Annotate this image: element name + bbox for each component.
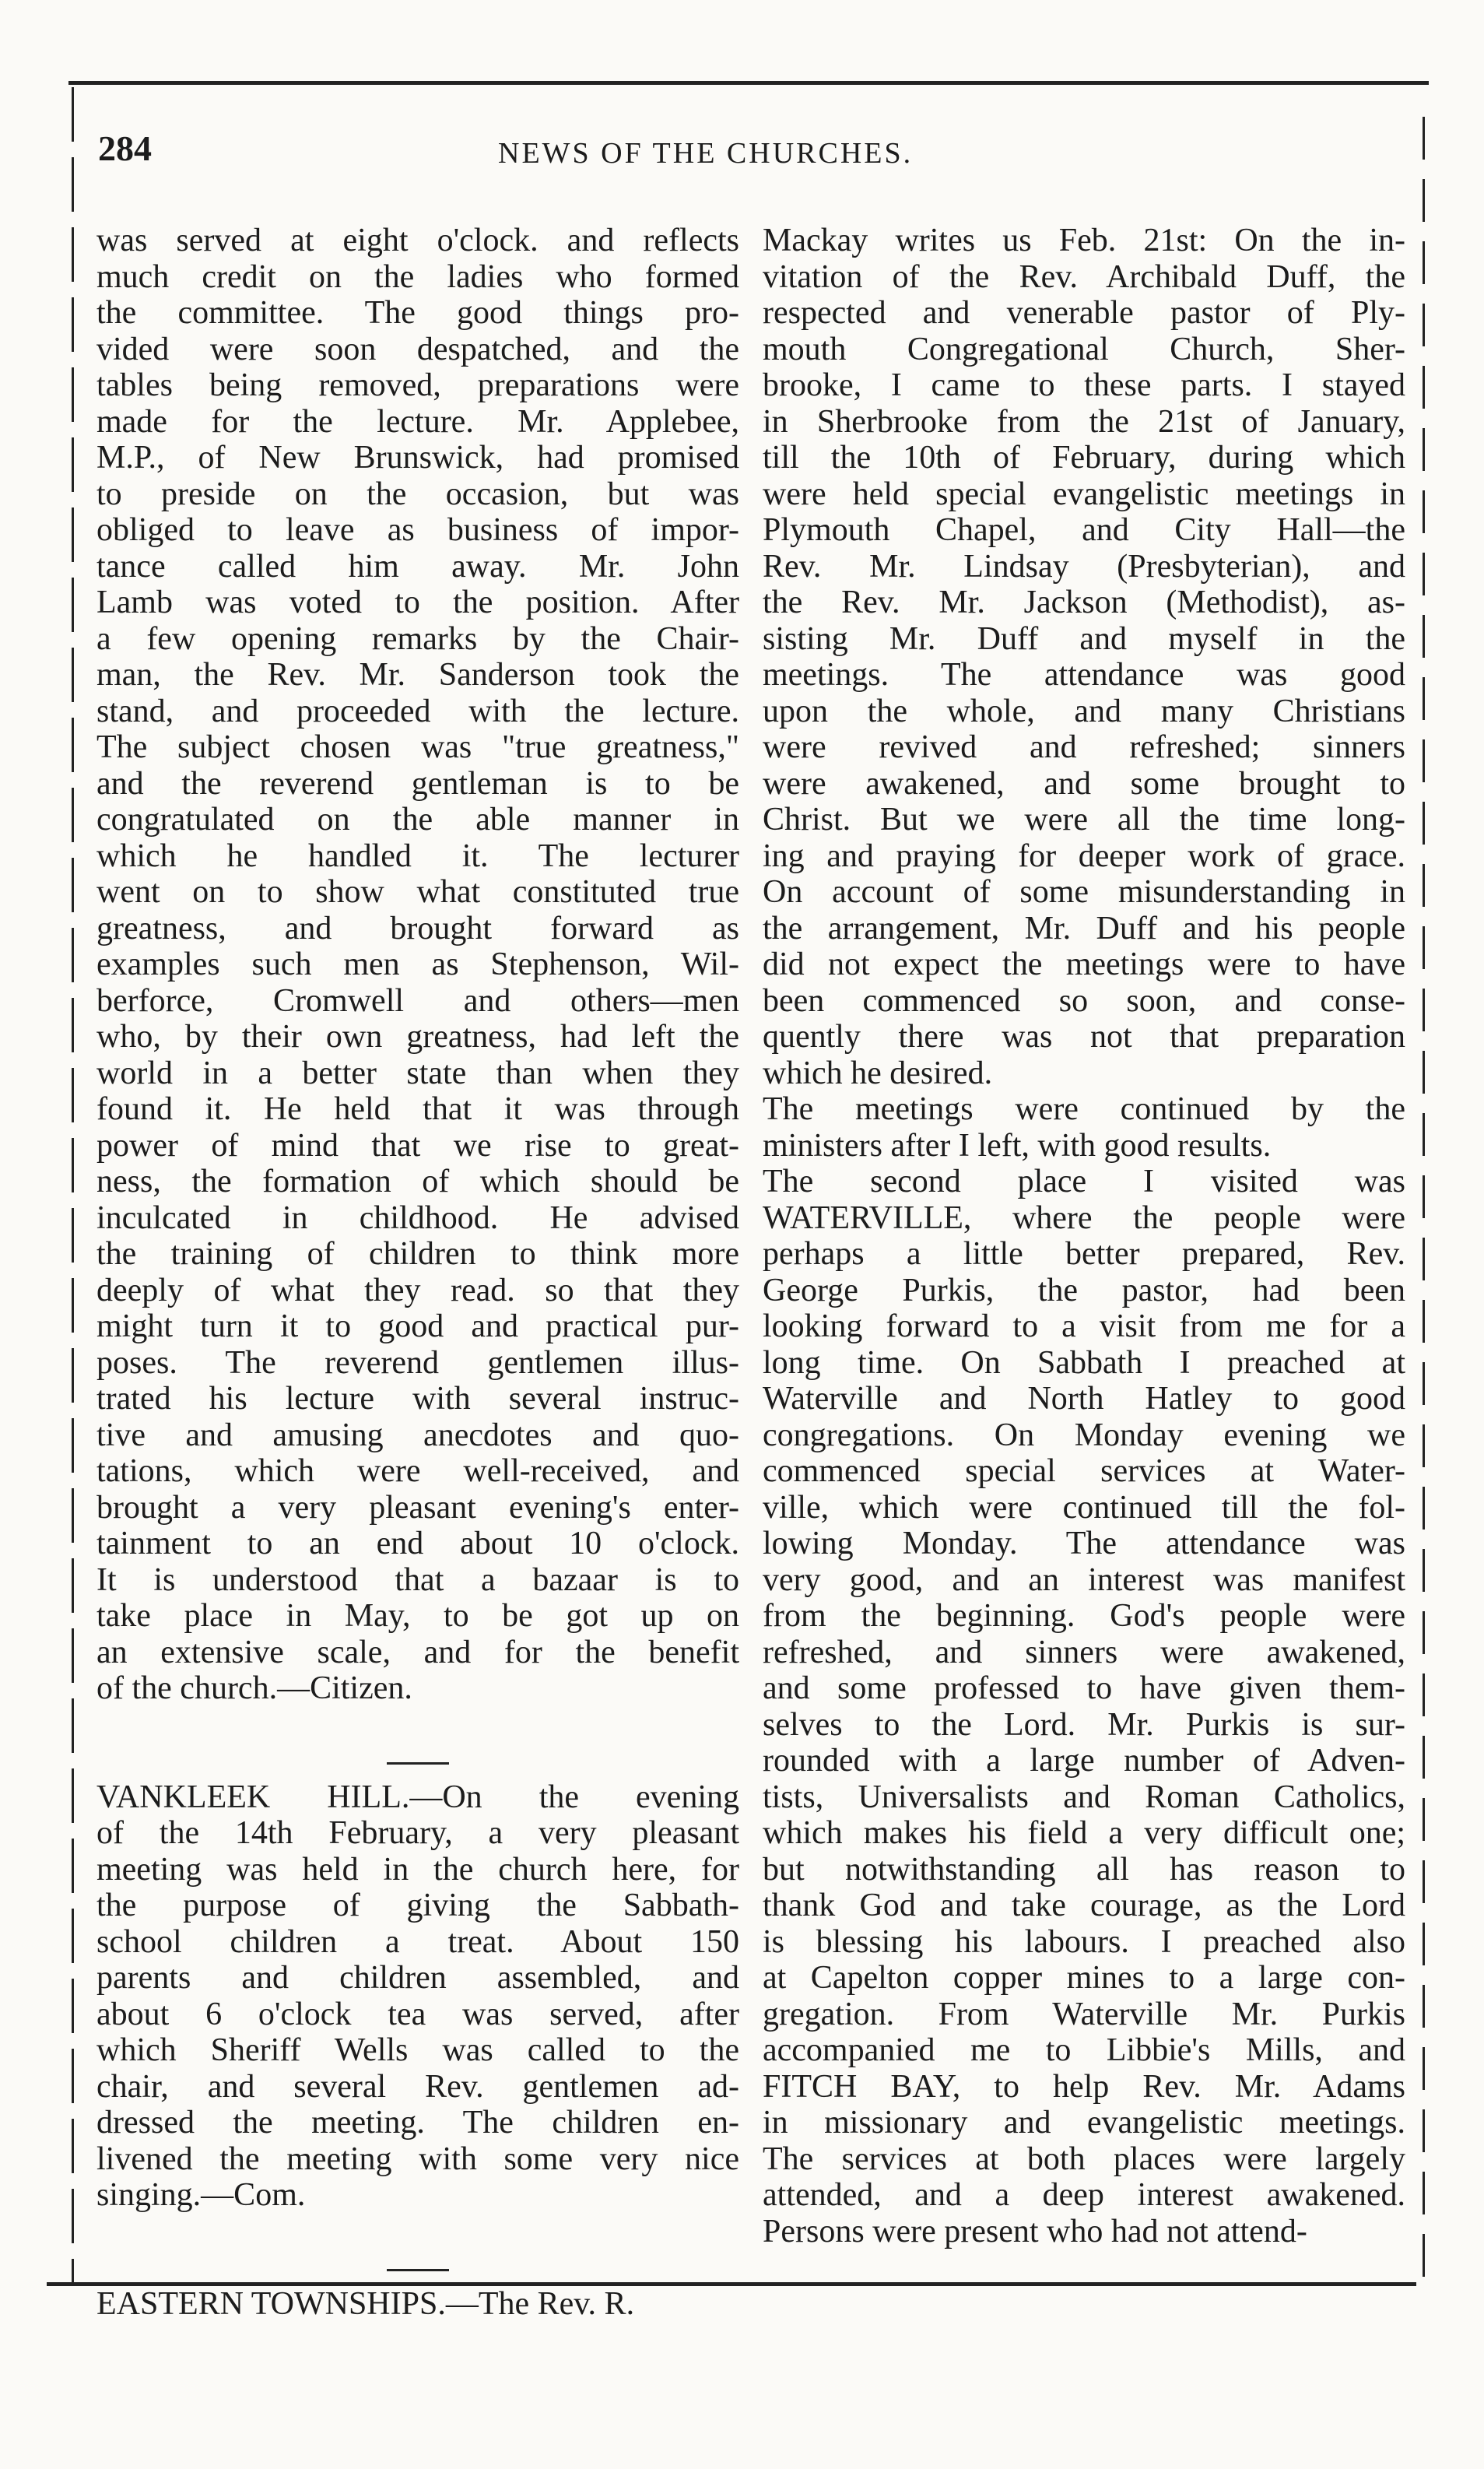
text-line: to preside on the occasion, but was [96,476,739,512]
text-line: which makes his field a very difficult one; [763,1815,1405,1851]
text-line: which he handled it. The lecturer [96,838,739,874]
text-line: congregations. On Monday evening we [763,1417,1405,1453]
text-line: accompanied me to Libbie's Mills, and [763,2032,1405,2068]
text-line: EASTERN TOWNSHIPS.—The Rev. R. [96,2285,635,2322]
text-line: meetings. The attendance was good [763,657,1405,693]
text-line: take place in May, to be got up on [96,1598,739,1634]
text-line: the training of children to think more [96,1236,739,1272]
text-line: The subject chosen was "true greatness," [96,729,739,765]
text-line: stand, and proceeded with the lecture. [96,693,739,729]
text-line: which Sheriff Wells was called to the [96,2032,739,2068]
text-line: power of mind that we rise to great- [96,1127,739,1164]
section-separator [96,1743,739,1779]
text-line: WATERVILLE, where the people were [763,1199,1405,1236]
text-line: meeting was held in the church here, for [96,1851,739,1888]
text-line: very good, and an interest was manifest [763,1561,1405,1598]
text-line: long time. On Sabbath I preached at [763,1344,1405,1381]
text-line: vided were soon despatched, and the [96,331,739,367]
text-line: Lamb was voted to the position. After [96,585,739,620]
text-line: a few opening remarks by the Chair- [96,620,739,657]
page-number: 284 [98,128,152,168]
text-line: sisting Mr. Duff and myself in the [763,620,1405,657]
text-line: rounded with a large number of Adven- [763,1743,1405,1779]
text-line: The second place I visited was [763,1164,1405,1199]
text-line: mouth Congregational Church, Sher- [763,331,1405,367]
text-line: made for the lecture. Mr. Applebee, [96,403,739,440]
text-line: perhaps a little better prepared, Rev. [763,1236,1405,1272]
text-line: Waterville and North Hatley to good [763,1381,1405,1417]
text-line: were held special evangelistic meetings in [763,476,1405,512]
left-column [96,223,739,2322]
text-line: the purpose of giving the Sabbath- [96,1888,739,1923]
text-line: M.P., of New Brunswick, had promised [96,440,739,476]
text-line: tists, Universalists and Roman Catholics, [763,1779,1405,1815]
text-line: berforce, Cromwell and others—men [96,982,739,1019]
text-line: at Capelton copper mines to a large con- [763,1960,1405,1996]
text-line: world in a better state than when they [96,1055,739,1091]
text-line: tations, which were well-received, and [96,1453,739,1489]
text-line: obliged to leave as business of impor- [96,512,739,548]
text-line: The services at both places were largely [763,2141,1405,2177]
text-line: of the 14th February, a very pleasant [96,1815,739,1851]
text-line: chair, and several Rev. gentlemen ad- [96,2068,739,2105]
text-line: in missionary and evangelistic meetings. [763,2105,1405,2141]
text-line: went on to show what constituted true [96,874,739,910]
text-line: singing.—Com. [96,2177,306,2213]
text-line: quently there was not that preparation [763,1019,1405,1055]
text-line: ness, the formation of which should be [96,1164,739,1199]
text-line: FITCH BAY, to help Rev. Mr. Adams [763,2068,1405,2105]
text-line: who, by their own greatness, had left the [96,1019,739,1055]
text-line: examples such men as Stephenson, Wil- [96,947,739,982]
text-line: VANKLEEK HILL.—On the evening [96,1779,739,1815]
text-line: and some professed to have given them- [763,1670,1405,1706]
text-line: trated his lecture with several instruc- [96,1381,739,1417]
text-line: an extensive scale, and for the benefit [96,1634,739,1670]
text-line: might turn it to good and practical pur- [96,1308,739,1344]
text-line: On account of some misunderstanding in [763,874,1405,910]
top-rule [68,81,1429,85]
text-line: been commenced so soon, and conse- [763,982,1405,1019]
text-line: tables being removed, preparations were [96,367,739,403]
text-line: thank God and take courage, as the Lord [763,1888,1405,1923]
text-line: Mackay writes us Feb. 21st: On the in- [763,223,1405,258]
text-line: much credit on the ladies who formed [96,258,739,295]
text-line: greatness, and brought forward as [96,910,739,947]
text-line: ing and praying for deeper work of grace. [763,838,1405,874]
text-line: vitation of the Rev. Archibald Duff, the [763,258,1405,295]
text-line: brooke, I came to these parts. I stayed [763,367,1405,403]
text-line: commenced special services at Water- [763,1453,1405,1489]
text-line: did not expect the meetings were to have [763,947,1405,982]
text-line: brought a very pleasant evening's enter- [96,1489,739,1526]
text-line: George Purkis, the pastor, had been [763,1272,1405,1308]
text-line: is blessing his labours. I preached also [763,1923,1405,1960]
text-line: Plymouth Chapel, and City Hall—the [763,512,1405,548]
text-line: congratulated on the able manner in [96,802,739,838]
text-line: lowing Monday. The attendance was [763,1526,1405,1561]
text-line: of the church.—Citizen. [96,1670,412,1706]
text-line: was served at eight o'clock. and reflects [96,223,739,258]
text-line: the committee. The good things pro- [96,295,739,331]
text-line: Rev. Mr. Lindsay (Presbyterian), and [763,548,1405,585]
text-line: found it. He held that it was through [96,1091,739,1127]
text-line: about 6 o'clock tea was served, after [96,1996,739,2032]
text-line: tance called him away. Mr. John [96,548,739,585]
text-line: respected and venerable pastor of Ply- [763,295,1405,331]
text-line: but notwithstanding all has reason to [763,1851,1405,1888]
text-line: which he desired. [763,1055,993,1091]
left-frame-line [72,87,74,2282]
text-line: gregation. From Waterville Mr. Purkis [763,1996,1405,2032]
text-line: and the reverend gentleman is to be [96,765,739,802]
text-line: were revived and refreshed; sinners [763,729,1405,765]
text-line: poses. The reverend gentlemen illus- [96,1344,739,1381]
text-line: the Rev. Mr. Jackson (Methodist), as- [763,585,1405,620]
text-line: looking forward to a visit from me for a [763,1308,1405,1344]
text-line [96,1707,739,1744]
text-line: parents and children assembled, and [96,1960,739,1996]
text-line: the arrangement, Mr. Duff and his people [763,910,1405,947]
right-frame-line [1423,117,1425,2281]
text-line: in Sherbrooke from the 21st of January, [763,403,1405,440]
text-line: dressed the meeting. The children en- [96,2105,739,2141]
text-line: deeply of what they read. so that they [96,1272,739,1308]
text-line: upon the whole, and many Christians [763,693,1405,729]
text-line: tive and amusing anecdotes and quo- [96,1417,739,1453]
text-line: refreshed, and sinners were awakened, [763,1634,1405,1670]
text-line: Persons were present who had not attend- [763,2213,1307,2249]
text-line: inculcated in childhood. He advised [96,1199,739,1236]
text-line: Christ. But we were all the time long- [763,802,1405,838]
text-line: ville, which were continued till the fol- [763,1489,1405,1526]
text-line: The meetings were continued by the [763,1091,1405,1127]
text-line: tainment to an end about 10 o'clock. [96,1526,739,1561]
text-line [96,2214,739,2250]
text-line: livened the meeting with some very nice [96,2141,739,2177]
text-line: attended, and a deep interest awakened. [763,2177,1405,2213]
text-line: selves to the Lord. Mr. Purkis is sur- [763,1706,1405,1743]
text-line: till the 10th of February, during which [763,440,1405,476]
text-line: man, the Rev. Mr. Sanderson took the [96,657,739,693]
text-line: were awakened, and some brought to [763,765,1405,802]
section-separator [96,2249,739,2286]
text-line: ministers after I left, with good results. [763,1127,1272,1164]
text-line: It is understood that a bazaar is to [96,1561,739,1598]
text-line: school children a treat. About 150 [96,1923,739,1960]
running-title: NEWS OF THE CHURCHES. [498,137,914,170]
right-column [763,223,1405,2249]
text-line: from the beginning. God's people were [763,1598,1405,1634]
